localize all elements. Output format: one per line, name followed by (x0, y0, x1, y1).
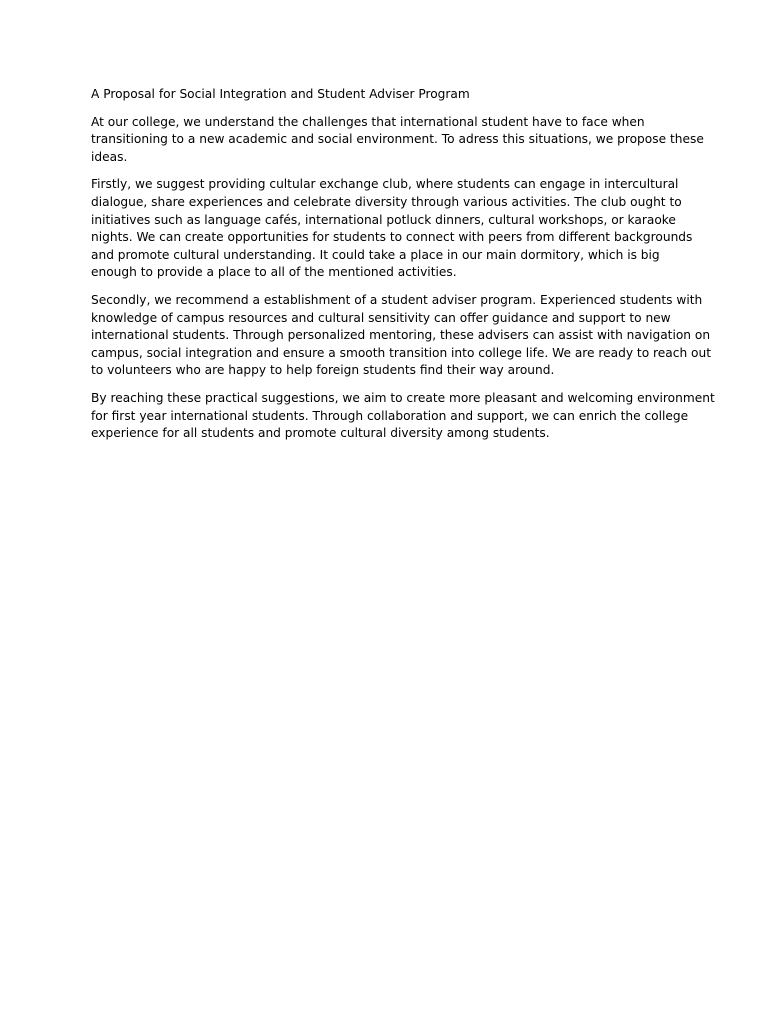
paragraph-line: campus, social integration and ensure a smooth transition into college life. We are ready to reach out (91, 345, 712, 360)
paragraph-line: initiatives such as language cafés, international potluck dinners, cultural workshops, or karaoke (91, 212, 676, 227)
paragraph-line: experience for all students and promote cultural diversity among students. (91, 426, 550, 441)
document-body (91, 86, 715, 453)
paragraph-line: to volunteers who are happy to help foreign students find their way around. (91, 363, 555, 378)
paragraph-conclusion (91, 390, 715, 443)
paragraph-intro (91, 114, 704, 167)
document-title: A Proposal for Social Integration and Student Adviser Program (91, 87, 470, 101)
paragraph-line: Secondly, we recommend a establishment of a student adviser program. Experienced students with (91, 292, 703, 307)
paragraph-line: and promote cultural understanding. It could take a place in our main dormitory, which is big (91, 247, 660, 262)
paragraph-line: transitioning to a new academic and social environment. To adress this situations, we propose these (91, 132, 704, 147)
paragraph-line: Firstly, we suggest providing cultular exchange club, where students can engage in intercultural (91, 177, 679, 192)
paragraph-line: for first year international students. Through collaboration and support, we can enrich the college (91, 408, 689, 423)
paragraph-line: international students. Through personalized mentoring, these advisers can assist with navigation on (91, 328, 711, 343)
paragraph-line: ideas. (91, 149, 128, 164)
paragraph-line: nights. We can create opportunities for students to connect with peers from different backgrounds (91, 230, 693, 245)
paragraph-cultural-exchange (91, 176, 693, 282)
paragraph-line: At our college, we understand the challenges that international student have to face when (91, 114, 645, 129)
paragraph-line: knowledge of campus resources and cultural sensitivity can offer guidance and support to new (91, 310, 671, 325)
paragraph-line: dialogue, share experiences and celebrate diversity through various activities. The club ought to (91, 194, 682, 209)
paragraph-line: enough to provide a place to all of the mentioned activities. (91, 265, 457, 280)
paragraph-line: By reaching these practical suggestions, we aim to create more pleasant and welcoming environment (91, 390, 715, 405)
paragraph-adviser-program (91, 292, 712, 380)
